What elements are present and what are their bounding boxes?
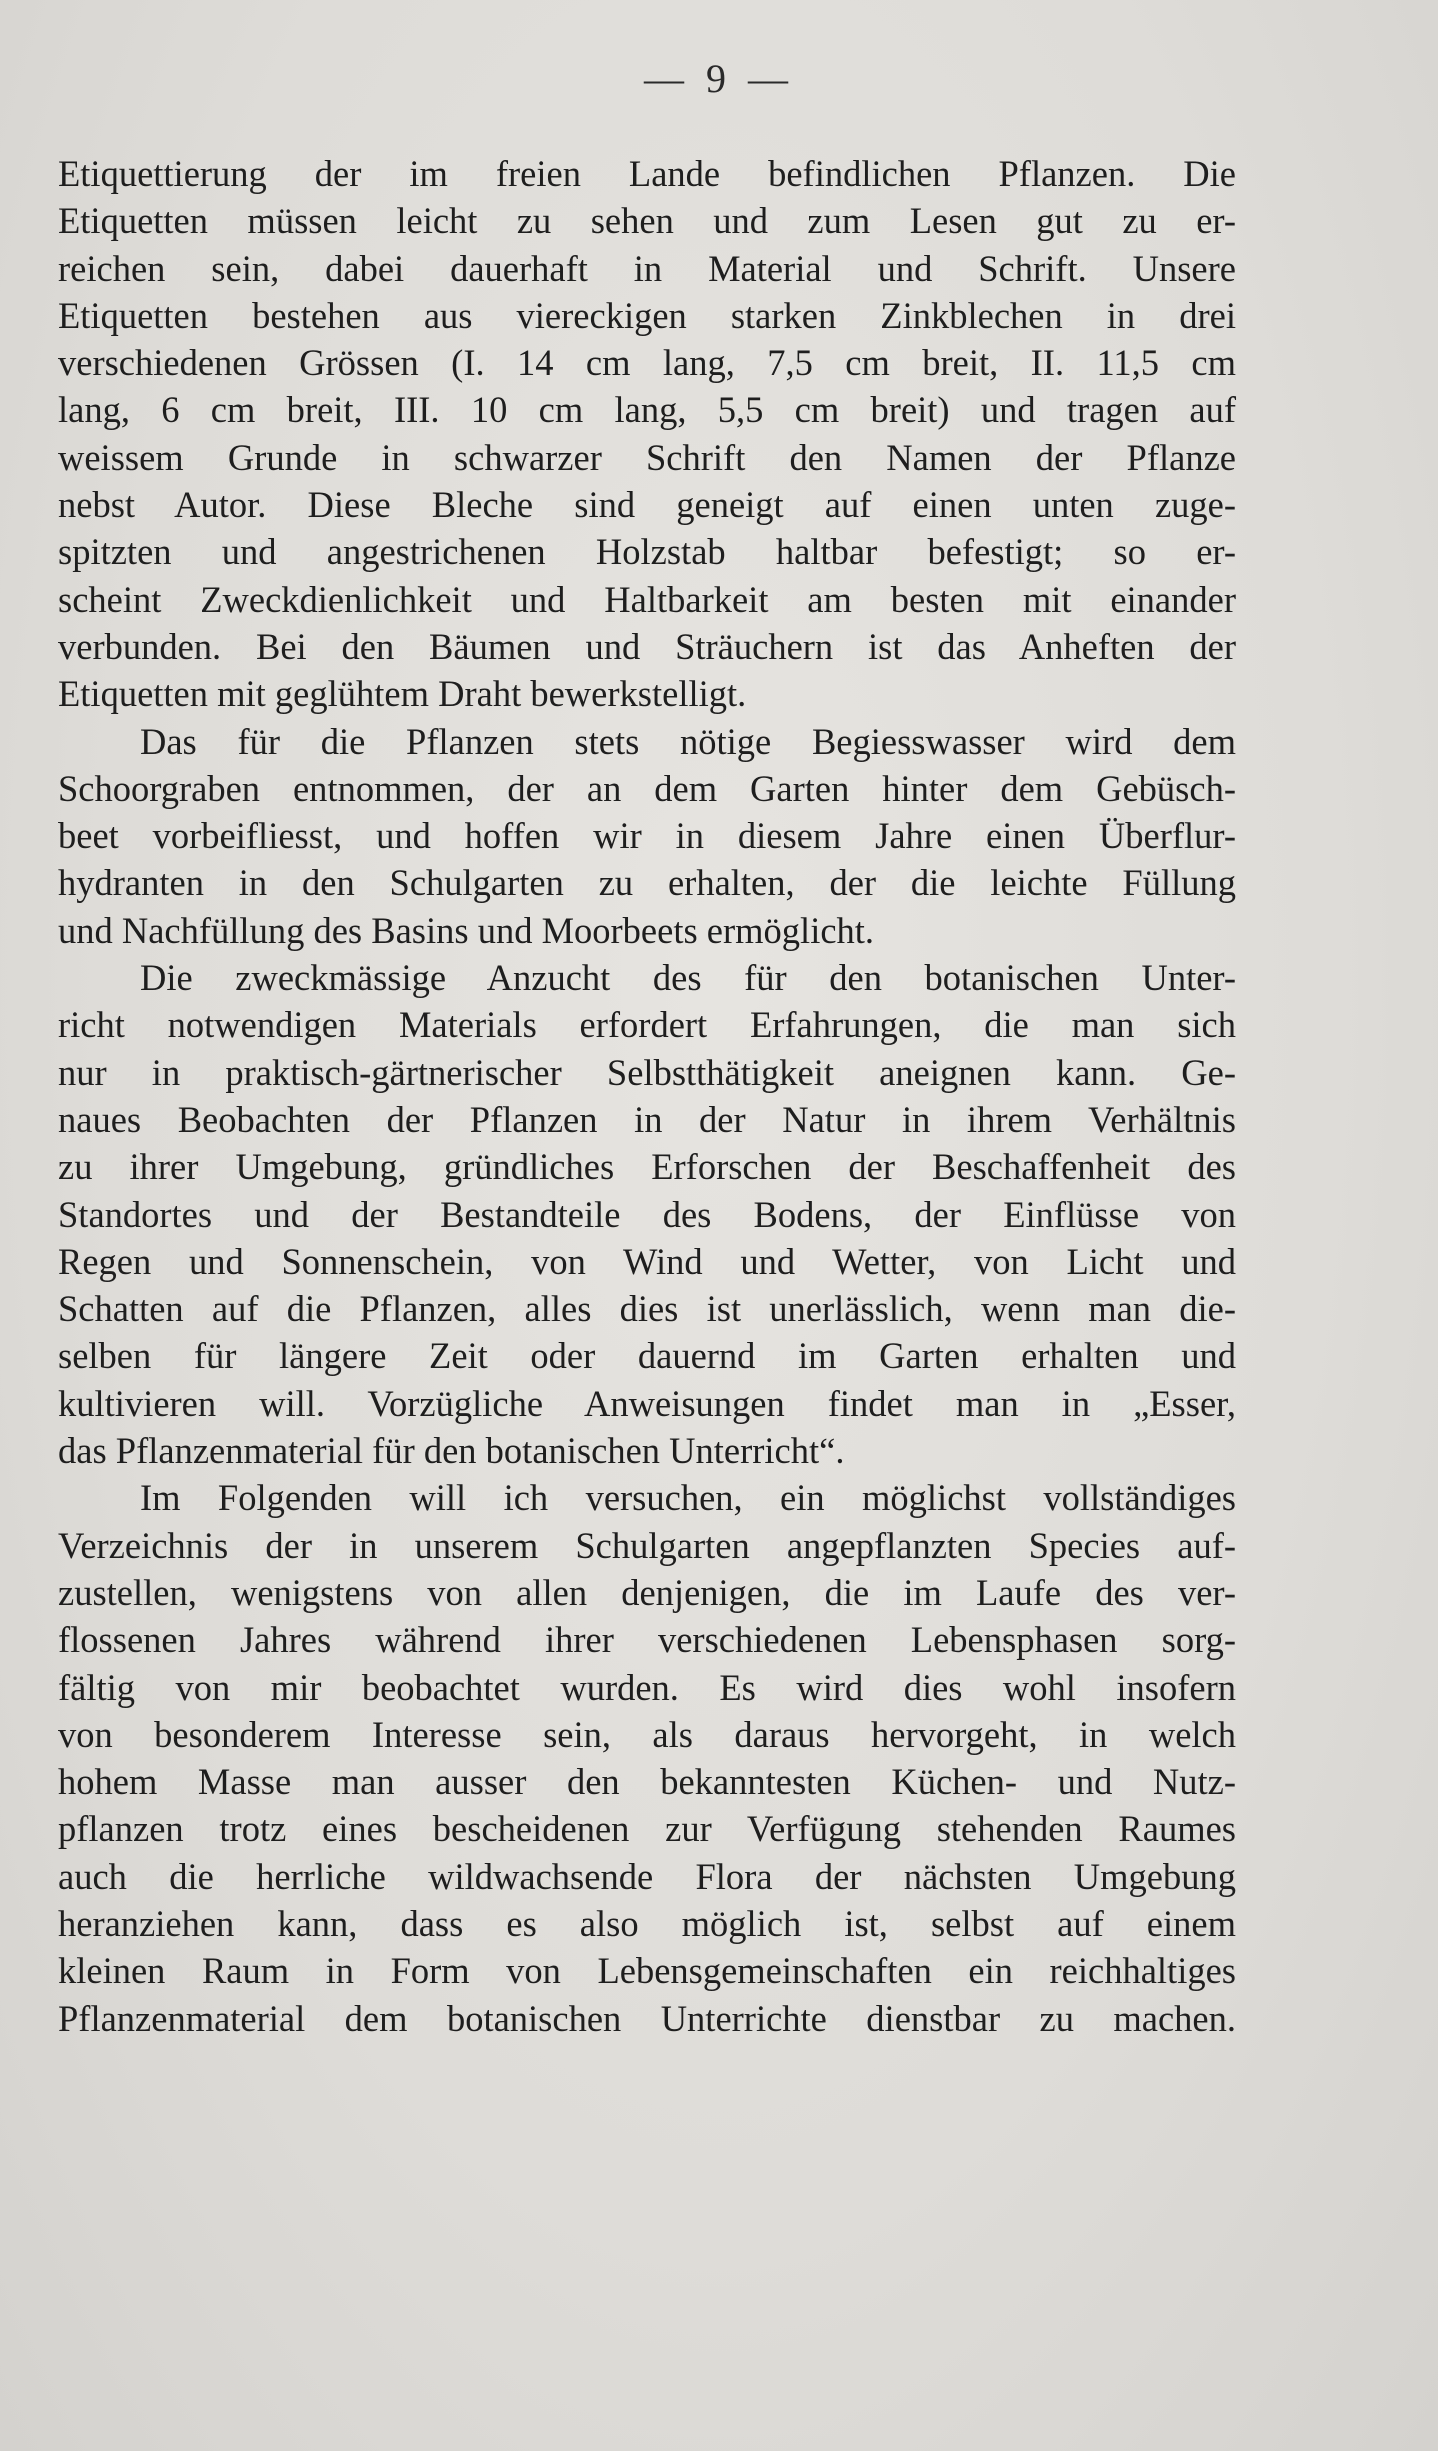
text-line: kleinen Raum in Form von Lebensgemeinschaften ein reichhaltiges — [58, 1950, 1236, 1992]
text-line: fältig von mir beobachtet wurden. Es wird dies wohl insofern — [58, 1666, 1236, 1708]
text-line: und Nachfüllung des Basins und Moorbeets ermöglicht. — [58, 909, 875, 951]
paragraph-4 — [58, 1474, 1236, 2042]
text-line: Regen und Sonnenschein, von Wind und Wetter, von Licht und — [58, 1240, 1236, 1282]
text-line: Schoorgraben entnommen, der an dem Garten hinter dem Gebüsch- — [58, 767, 1236, 809]
text-line: richt notwendigen Materials erfordert Erfahrungen, die man sich — [58, 1004, 1236, 1046]
text-line: flossenen Jahres während ihrer verschiedenen Lebensphasen sorg- — [58, 1619, 1236, 1661]
text-line: heranziehen kann, dass es also möglich ist, selbst auf einem — [58, 1902, 1236, 1944]
text-line: von besonderem Interesse sein, als daraus hervorgeht, in welch — [58, 1713, 1236, 1755]
text-line: kultivieren will. Vorzügliche Anweisungen findet man in „Esser, — [58, 1382, 1236, 1424]
paragraph-2 — [58, 718, 1236, 954]
text-line: nebst Autor. Diese Bleche sind geneigt auf einen unten zuge- — [58, 484, 1236, 526]
text-line: verschiedenen Grössen (I. 14 cm lang, 7,5 cm breit, II. 11,5 cm — [58, 342, 1236, 384]
text-line: selben für längere Zeit oder dauernd im Garten erhalten und — [58, 1335, 1236, 1377]
text-line: Pflanzenmaterial dem botanischen Unterrichte dienstbar zu machen. — [58, 1997, 1236, 2039]
text-line: zu ihrer Umgebung, gründliches Erforschen der Beschaffenheit des — [58, 1146, 1236, 1188]
text-line: reichen sein, dabei dauerhaft in Material und Schrift. Unsere — [58, 247, 1236, 289]
paragraph-3 — [58, 954, 1236, 1474]
text-line: Schatten auf die Pflanzen, alles dies ist unerlässlich, wenn man die- — [58, 1288, 1236, 1330]
text-line: hydranten in den Schulgarten zu erhalten, der die leichte Füllung — [58, 862, 1236, 904]
text-line: Verzeichnis der in unserem Schulgarten angepflanzten Species auf- — [58, 1524, 1236, 1566]
page-number: — 9 — — [644, 56, 794, 101]
text-line: nur in praktisch-gärtnerischer Selbstthätigkeit aneignen kann. Ge- — [58, 1051, 1236, 1093]
text-line: das Pflanzenmaterial für den botanischen Unterricht“. — [58, 1430, 845, 1472]
text-line: spitzten und angestrichenen Holzstab haltbar befestigt; so er- — [58, 531, 1236, 573]
text-line: Etiquetten bestehen aus viereckigen starken Zinkblechen in drei — [58, 294, 1236, 336]
text-line: weissem Grunde in schwarzer Schrift den Namen der Pflanze — [58, 436, 1236, 478]
text-line: Das für die Pflanzen stets nötige Begiesswasser wird dem — [140, 720, 1236, 762]
text-line: beet vorbeifliesst, und hoffen wir in diesem Jahre einen Überflur- — [58, 815, 1236, 857]
text-line: lang, 6 cm breit, III. 10 cm lang, 5,5 cm breit) und tragen auf — [58, 389, 1236, 431]
text-line: Etiquetten mit geglühtem Draht bewerkstelligt. — [58, 673, 747, 715]
text-line: scheint Zweckdienlichkeit und Haltbarkeit am besten mit einander — [58, 578, 1236, 620]
text-line: auch die herrliche wildwachsende Flora der nächsten Umgebung — [58, 1855, 1236, 1897]
text-line: verbunden. Bei den Bäumen und Sträuchern ist das Anheften der — [58, 625, 1236, 667]
text-line: Etiquettierung der im freien Lande befindlichen Pflanzen. Die — [58, 153, 1236, 194]
text-line: naues Beobachten der Pflanzen in der Natur in ihrem Verhältnis — [58, 1098, 1236, 1140]
text-line: Etiquetten müssen leicht zu sehen und zum Lesen gut zu er- — [58, 200, 1236, 242]
paragraph-1 — [58, 150, 1236, 718]
text-line: pflanzen trotz eines bescheidenen zur Verfügung stehenden Raumes — [58, 1808, 1236, 1850]
text-line: Standortes und der Bestandteile des Bodens, der Einflüsse von — [58, 1193, 1236, 1235]
text-line: zustellen, wenigstens von allen denjenigen, die im Laufe des ver- — [58, 1571, 1236, 1613]
text-line: Die zweckmässige Anzucht des für den botanischen Unter- — [140, 957, 1236, 999]
text-line: hohem Masse man ausser den bekanntesten Küchen- und Nutz- — [58, 1761, 1236, 1803]
body-text — [58, 150, 1236, 2042]
text-line: Im Folgenden will ich versuchen, ein möglichst vollständiges — [140, 1477, 1236, 1519]
